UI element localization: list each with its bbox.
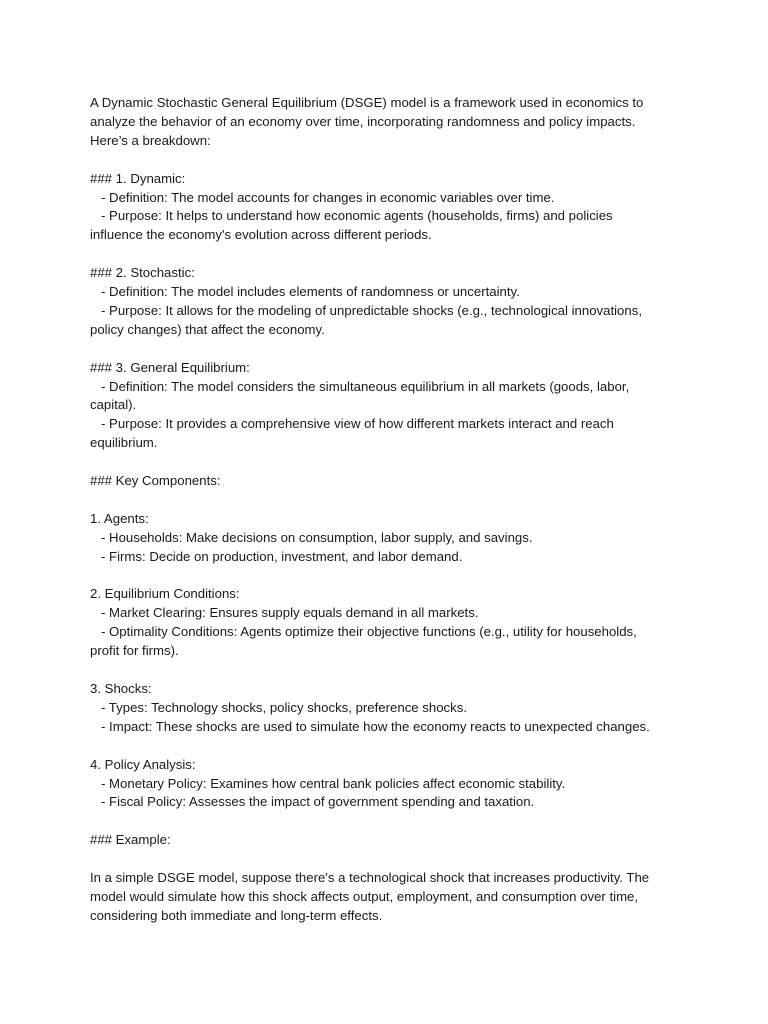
text-line: - Fiscal Policy: Assesses the impact of government spending and taxation. (90, 794, 535, 810)
component-policy-analysis (90, 756, 690, 813)
text-line: - Impact: These shocks are used to simulate how the economy reacts to unexpected changes. (90, 718, 650, 734)
example-paragraph (90, 869, 690, 926)
text-line: - Definition: The model considers the simultaneous equilibrium in all markets (goods, labor, (90, 378, 630, 394)
section-heading: ### 1. Dynamic: (90, 170, 186, 186)
list-heading: 3. Shocks: (90, 680, 152, 696)
text-line: - Purpose: It helps to understand how economic agents (households, firms) and policies (90, 208, 613, 224)
section-general-equilibrium (90, 359, 690, 454)
text-line: - Definition: The model accounts for changes in economic variables over time. (90, 189, 555, 205)
list-heading: 4. Policy Analysis: (90, 756, 196, 772)
text-line: - Types: Technology shocks, policy shocks, preference shocks. (90, 699, 468, 715)
section-heading: ### 2. Stochastic: (90, 265, 195, 281)
text-line: profit for firms). (90, 643, 179, 659)
text-line: In a simple DSGE model, suppose there's a technological shock that increases productivity. The (90, 870, 650, 885)
text-line: equilibrium. (90, 435, 158, 451)
text-line: - Monetary Policy: Examines how central bank policies affect economic stability. (90, 775, 566, 791)
section-heading: ### Key Components: (90, 473, 221, 489)
component-shocks (90, 680, 690, 737)
key-components-heading-block (90, 472, 690, 491)
text-line: analyze the behavior of an economy over time, incorporating randomness and policy impacts. (90, 113, 636, 129)
component-equilibrium-conditions (90, 585, 690, 661)
text-line: influence the economy's evolution across different periods. (90, 227, 432, 243)
document-page (90, 94, 690, 945)
section-dynamic (90, 170, 690, 246)
text-line: policy changes) that affect the economy. (90, 321, 325, 337)
text-line: Here’s a breakdown: (90, 132, 211, 148)
text-line: capital). (90, 397, 137, 413)
text-line: - Households: Make decisions on consumption, labor supply, and savings. (90, 529, 533, 545)
section-stochastic (90, 264, 690, 340)
intro-paragraph (90, 94, 690, 151)
text-line: model would simulate how this shock affects output, employment, and consumption over time, (90, 888, 639, 904)
example-heading-block (90, 831, 690, 850)
text-line: - Definition: The model includes elements of randomness or uncertainty. (90, 284, 520, 300)
list-heading: 2. Equilibrium Conditions: (90, 586, 240, 602)
list-heading: 1. Agents: (90, 510, 149, 526)
text-line: - Firms: Decide on production, investment, and labor demand. (90, 548, 463, 564)
text-line: - Purpose: It allows for the modeling of unpredictable shocks (e.g., technological innovations, (90, 302, 642, 318)
text-line: - Optimality Conditions: Agents optimize their objective functions (e.g., utility for households, (90, 624, 637, 640)
text-line: - Market Clearing: Ensures supply equals demand in all markets. (90, 605, 479, 621)
section-heading: ### Example: (90, 832, 171, 848)
component-agents (90, 510, 690, 567)
text-line: - Purpose: It provides a comprehensive view of how different markets interact and reach (90, 416, 614, 432)
text-line: considering both immediate and long-term effects. (90, 907, 383, 923)
section-heading: ### 3. General Equilibrium: (90, 359, 250, 375)
text-line: A Dynamic Stochastic General Equilibrium (DSGE) model is a framework used in economics to (90, 95, 644, 110)
